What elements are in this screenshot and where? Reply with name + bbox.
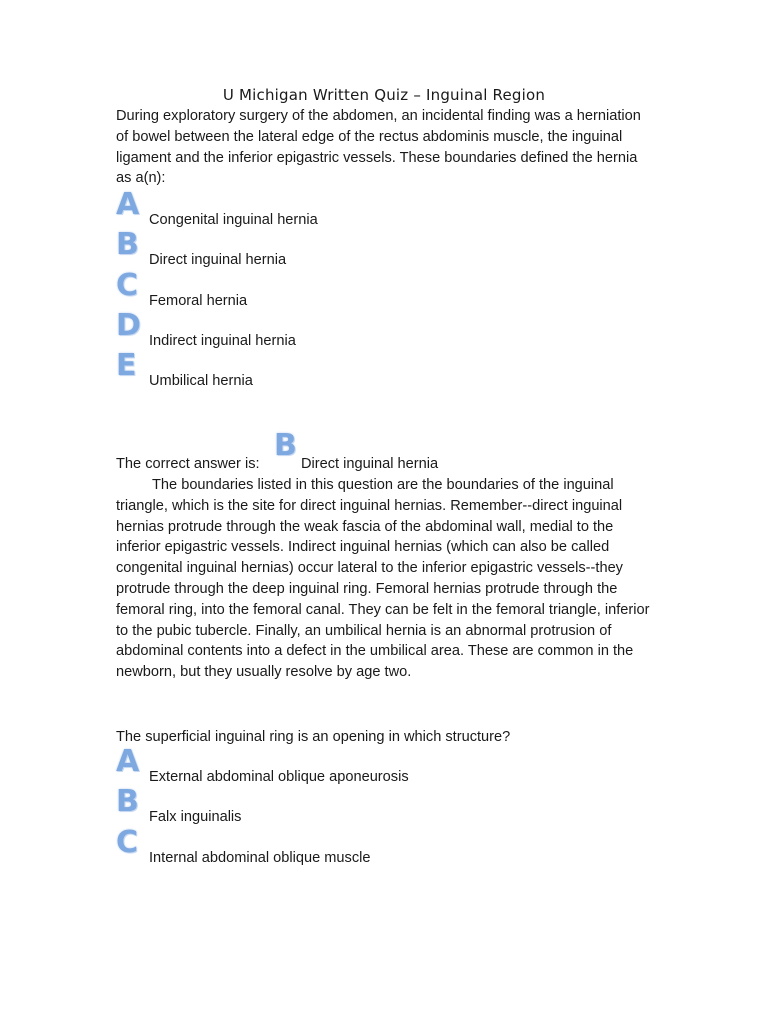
question-1-text: During exploratory surgery of the abdomen, an incidental finding was a herniation of bowel between the lateral edge of the rectus abdominis muscle, the inguinal ligament and the inferior epigastric vessels. These boundaries defined the hernia as a(n): [116,108,641,187]
option-b-letter-icon[interactable]: B [116,227,139,262]
q2-option-c-text[interactable]: Internal abdominal oblique muscle [149,850,371,866]
q1-option-e-text[interactable]: Umbilical hernia [149,373,253,389]
answer-label: The correct answer is: [116,456,260,472]
answer-explanation: The boundaries listed in this question are the boundaries of the inguinal triangle, which is the site for direct inguinal hernias. Remember--direct inguinal hernias protrude through the weak fascia of the abdominal wall, medial to the inferior epigastric vessels. Indirect inguinal hernias (which can also be called congenital inguinal hernias) occur lateral to the inferior epigastric vessels--they protrude through the deep inguinal ring. Femoral hernias protrude through the femoral ring, into the femoral canal. They can be felt in the femoral triangle, inferior to the pubic tubercle. Finally, an umbilical hernia is an abnormal protrusion of abdominal contents into a defect in the umbilical area. These are common in the newborn, but they usually resolve by age two. [116,477,650,681]
answer-letter-icon: B [274,428,297,463]
q1-option-a-text[interactable]: Congenital inguinal hernia [149,212,318,228]
page-title: U Michigan Written Quiz – Inguinal Region [222,86,546,104]
q2-option-b-letter-icon[interactable]: B [116,784,139,819]
q2-option-c-letter-icon[interactable]: C [116,825,139,860]
q2-option-a-text[interactable]: External abdominal oblique aponeurosis [149,769,409,785]
answer-text: Direct inguinal hernia [301,456,439,472]
q1-option-b-text[interactable]: Direct inguinal hernia [149,252,287,268]
q2-option-b-text[interactable]: Falx inguinalis [149,809,242,825]
q1-option-d-text[interactable]: Indirect inguinal hernia [149,333,296,349]
option-d-letter-icon[interactable]: D [116,308,141,343]
option-a-letter-icon[interactable]: A [116,187,140,222]
q2-option-a-letter-icon[interactable]: A [116,744,140,779]
question-2-text: The superficial inguinal ring is an opening in which structure? [116,729,511,745]
option-c-letter-icon[interactable]: C [116,268,139,303]
q1-option-c-text[interactable]: Femoral hernia [149,293,248,309]
option-e-letter-icon[interactable]: E [116,348,137,383]
